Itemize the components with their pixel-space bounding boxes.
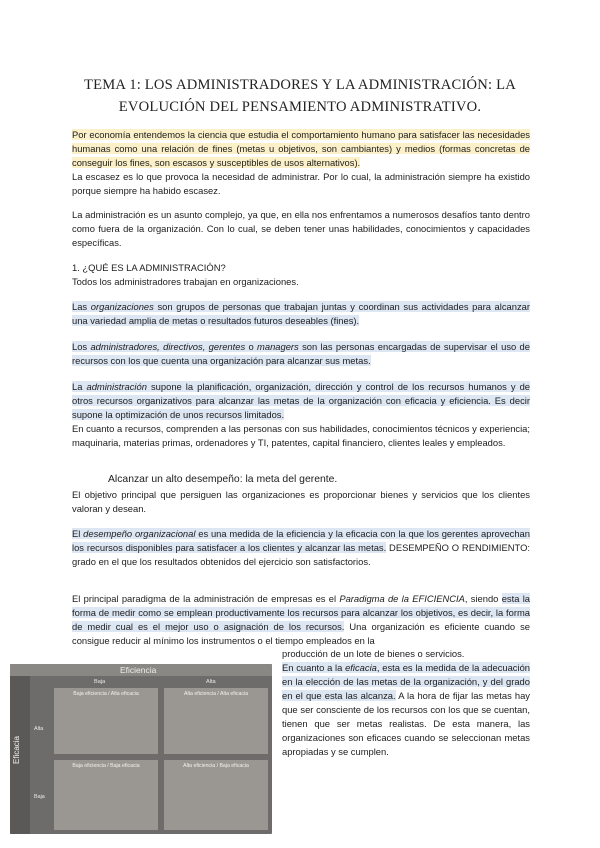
matrix-header — [10, 664, 272, 676]
resources-paragraph: En cuanto a recursos, comprenden a las personas con sus habilidades, conocimientos técnicos y experiencia; maquinaria, materias primas, ordenadores y TI, patentes, capital financiero, clientes leales y empleados. — [72, 423, 530, 448]
efficacy-pre: En cuanto a la — [282, 662, 346, 673]
performance-paragraph — [72, 527, 530, 569]
paradigm-paragraph — [72, 592, 530, 648]
intro-highlight: Por economía entendemos la ciencia que estudia el comportamiento humano para satisfacer las necesidades humanas como una relación de fines (metas u objetivos, son cambiantes) y medios (formas concretas de conseguir los fines, son escasos y susceptibles de usos alternativos). — [72, 129, 530, 168]
admins-mid: o — [245, 341, 258, 352]
matrix-row-low: Baja — [34, 794, 45, 800]
matrix-side-label: Eficacia — [12, 736, 21, 765]
section-1-line: Todos los administradores trabajan en organizaciones. — [72, 276, 299, 287]
admins-term: administradores, directivos, gerentes — [90, 341, 246, 352]
organizations-paragraph — [72, 300, 530, 328]
perf-pre: El — [72, 528, 84, 539]
section-1-heading: 1. ¿QUÉ ES LA ADMINISTRACIÓN? — [72, 262, 226, 273]
paradigm-tail: producción de un lote de bienes o servicios. — [282, 648, 465, 659]
intro-paragraph — [72, 128, 530, 198]
document-title — [60, 74, 540, 118]
administrators-paragraph — [72, 340, 530, 368]
admins-pre: Los — [72, 341, 91, 352]
matrix-top-label: Eficiencia — [120, 665, 157, 675]
efficacy-term: eficacia — [345, 662, 377, 673]
efficacy-paragraph — [282, 661, 530, 759]
efficacy-hl: , esta es la medida de la adecuación en la elección de las metas de la organización, y del grado en el que esta las alcanza. — [282, 662, 531, 701]
matrix-col-low: Baja — [94, 679, 106, 685]
matrix-row-high: Alta — [34, 726, 44, 732]
section-1 — [72, 261, 530, 289]
administration-definition — [72, 380, 530, 450]
matrix-side — [10, 676, 30, 834]
perf-post: es una medida de la eficiencia y la eficacia con la que los gerentes aprovechan los recursos disponibles para satisfacer a los clientes y alcanzar las metas. — [72, 528, 530, 553]
paradigm-highlight: esta la forma de medir como se emplean productivamente los recursos para alcanzar los objetivos, es decir, la forma de medir cual es el mejor uso o asignación de los recursos. — [72, 593, 530, 632]
matrix-cell-bottom-left: Baja eficiencia / Baja eficacia — [54, 760, 158, 830]
matrix-cell-top-right: Alta eficiencia / Alta eficacia — [164, 688, 268, 754]
title-line-2: EVOLUCIÓN DEL PENSAMIENTO ADMINISTRATIVO. — [118, 99, 482, 115]
complexity-paragraph: La administración es un asunto complejo, ya que, en ella nos enfrentamos a numerosos desafíos tanto dentro como fuera de la organización. Con lo cual, se deben tener unas habilidades, conocimientos y capacidades específicas. — [72, 209, 530, 248]
admins-post: son las personas encargadas de supervisar el uso de recursos con los que cuenta una organización para alcanzar sus metas. — [72, 341, 530, 366]
perf-term: desempeño organizacional — [83, 528, 196, 539]
admin-def-post: supone la planificación, organización, dirección y control de los recursos humanos y de otros recursos organizativos para alcanzar las metas de la organización con eficacia y eficiencia. Es decir supone la optimización de unos recursos limitados. — [72, 381, 530, 420]
orgs-post: son grupos de personas que trabajan juntas y coordinan sus actividades para alcanzar una variedad amplia de metas o resultados futuros deseables (fines). — [72, 301, 530, 326]
intro-rest: La escasez es lo que provoca la necesidad de administrar. Por lo cual, la administración siempre ha existido porque siempre ha habido escasez. — [72, 171, 530, 196]
perf-rest: DESEMPEÑO O RENDIMIENTO: grado en el que los resultados obtenidos del ejercicio son satisfactorios. — [72, 542, 530, 567]
admin-def-pre: La — [72, 381, 87, 392]
paradigm-mid: , siendo — [464, 593, 502, 604]
efficacy-post: A la hora de fijar las metas hay que ser consciente de los recursos con los que se cuentan, tienen que ser metas realistas. De esta manera, las organizaciones son eficaces cuando se seleccionan metas apropiadas y se cumplen. — [282, 690, 530, 757]
paradigm-term: Paradigma de la EFICIENCIA — [339, 593, 465, 604]
matrix-cell-top-left: Baja eficiencia / Alta eficacia — [54, 688, 158, 754]
paradigm-pre: El principal paradigma de la administración de empresas es el — [72, 593, 340, 604]
efficiency-efficacy-matrix-photo — [10, 664, 272, 834]
admins-term2: managers — [257, 341, 299, 352]
matrix-col-high: Alta — [206, 679, 216, 685]
title-line-1: TEMA 1: LOS ADMINISTRADORES Y LA ADMINISTRACIÓN: LA — [84, 77, 516, 93]
admin-def-term: administración — [86, 381, 147, 392]
matrix-cell-bottom-right: Alta eficiencia / Baja eficacia — [164, 760, 268, 830]
orgs-term: organizaciones — [90, 301, 154, 312]
orgs-pre: Las — [72, 301, 91, 312]
subheading-performance: Alcanzar un alto desempeño: la meta del gerente. — [108, 474, 338, 485]
objective-paragraph: El objetivo principal que persiguen las organizaciones es proporcionar bienes y servicios que los clientes valoran y desean. — [72, 489, 530, 514]
paradigm-post: Una organización es eficiente cuando se consigue reducir al mínimo los instrumentos o el tiempo empleados en la — [72, 621, 531, 646]
